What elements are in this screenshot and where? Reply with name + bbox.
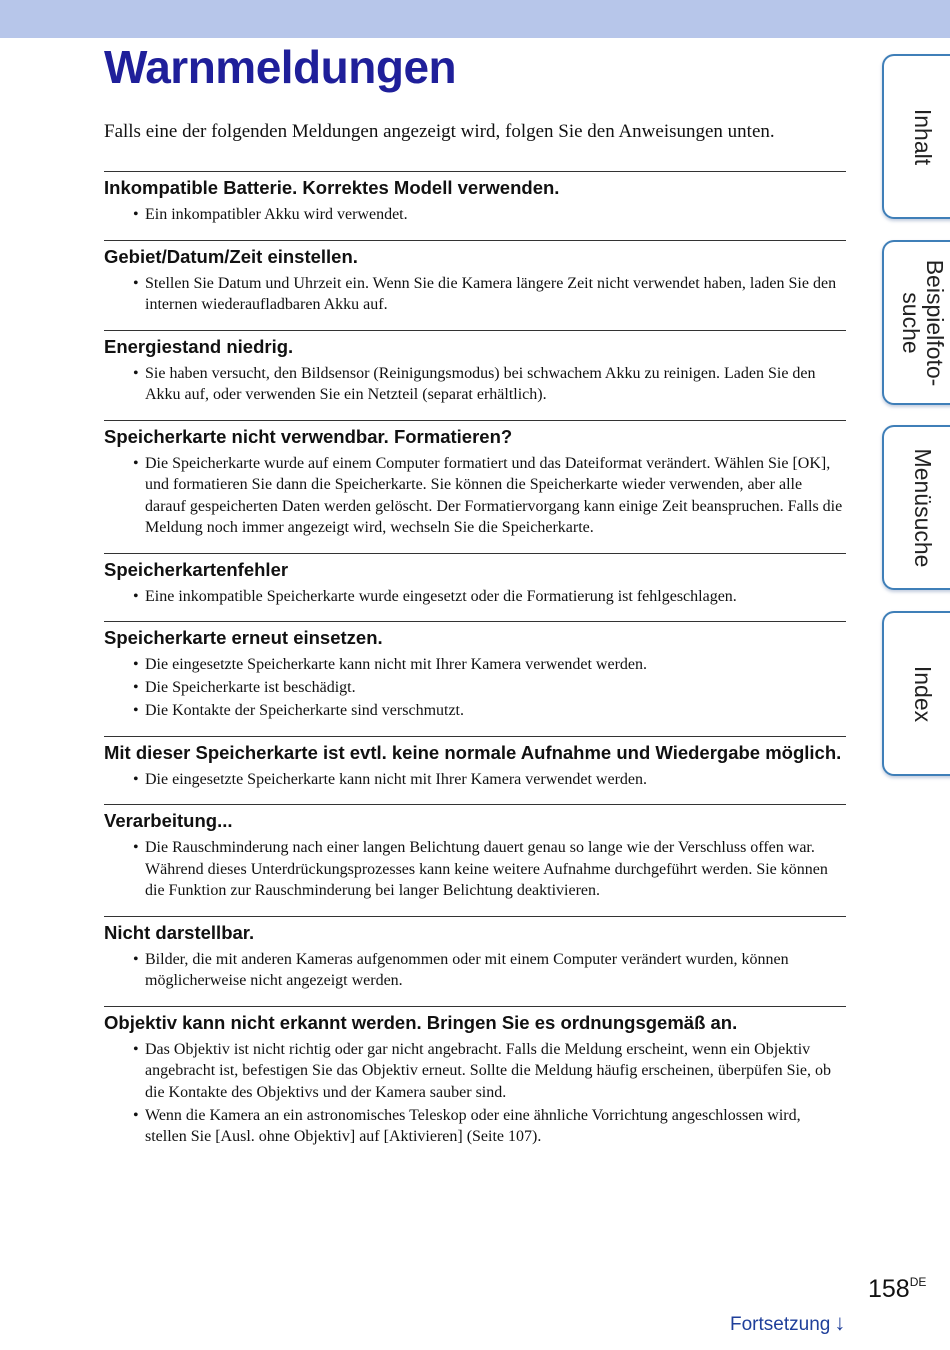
- bullet-icon: •: [133, 1106, 139, 1124]
- bullet-list: [104, 949, 846, 992]
- message-section: [104, 1006, 846, 1148]
- bullet-item: [104, 204, 846, 226]
- message-heading: Speicherkarte nicht verwendbar. Formatieren?: [104, 425, 513, 447]
- bullet-item: [104, 1039, 846, 1104]
- bullet-icon: •: [133, 364, 139, 382]
- bullet-icon: •: [133, 839, 139, 856]
- bullet-icon: •: [133, 454, 139, 472]
- tab-label: Beispielfoto- suche: [898, 259, 948, 386]
- bullet-item: [104, 769, 846, 791]
- bullet-text: Die eingesetzte Speicherkarte kann nicht mit Ihrer Kamera verwendet werden.: [145, 770, 647, 788]
- bullet-icon: •: [133, 702, 139, 719]
- bullet-text: Das Objektiv ist nicht richtig oder gar nicht angebracht. Falls die Meldung erscheint, wenn ein Objektiv angebracht ist, befestigen Sie das Objektiv erneut. Sollte die Meldung häufig erscheinen, überpüfen Sie, ob die Kontakte des Objektivs und der Kamera sauber sind.: [145, 1040, 832, 1101]
- intro-text: Falls eine der folgenden Meldungen angezeigt wird, folgen Sie den Anweisungen unten.: [104, 121, 775, 142]
- message-heading: Speicherkartenfehler: [104, 558, 289, 580]
- tab-menuesuche[interactable]: [882, 425, 950, 590]
- bullet-list: [104, 204, 846, 226]
- message-heading: Mit dieser Speicherkarte ist evtl. keine normale Aufnahme und Wiedergabe möglich.: [104, 741, 842, 763]
- message-list: [104, 171, 846, 1149]
- bullet-icon: •: [133, 274, 139, 292]
- bullet-item: [104, 453, 846, 539]
- bullet-icon: •: [133, 1040, 139, 1058]
- message-heading: Inkompatible Batterie. Korrektes Modell verwenden.: [104, 177, 560, 198]
- tab-label: Inhalt: [910, 108, 936, 165]
- message-section: [104, 916, 846, 992]
- message-heading: Gebiet/Datum/Zeit einstellen.: [104, 245, 358, 267]
- bullet-list: [104, 586, 846, 608]
- bullet-item: [104, 586, 846, 608]
- message-section: [104, 330, 846, 406]
- bullet-icon: •: [133, 679, 139, 696]
- bullet-item: [104, 677, 846, 699]
- page-language-suffix: DE: [909, 1275, 927, 1289]
- message-section: [104, 420, 846, 539]
- bullet-text: Die Rauschminderung nach einer langen Belichtung dauert genau so lange wie der Verschluss offen war. Während dieses Unterdrückungsprozesses kann keine weitere Aufnahme durchgeführt werden. Sie können die Funktion zur Rauschminderung bei langer Belichtung deaktivieren.: [145, 839, 828, 899]
- message-section: [104, 621, 846, 722]
- bullet-text: Die Speicherkarte ist beschädigt.: [145, 679, 356, 696]
- message-heading: Nicht darstellbar.: [104, 921, 255, 943]
- tab-beispielfotosuche[interactable]: [882, 240, 950, 405]
- bullet-text: Die eingesetzte Speicherkarte kann nicht mit Ihrer Kamera verwendet werden.: [145, 656, 647, 673]
- message-section: [104, 553, 846, 608]
- bullet-icon: •: [133, 950, 139, 968]
- bullet-text: Bilder, die mit anderen Kameras aufgenommen oder mit einem Computer verändert wurden, können möglicherweise nicht angezeigt werden.: [145, 950, 789, 989]
- arrow-down-icon: ↓: [834, 1310, 846, 1335]
- bullet-list: [104, 453, 846, 539]
- message-section: [104, 804, 846, 902]
- message-heading: Speicherkarte erneut einsetzen.: [104, 627, 383, 648]
- continuation-link[interactable]: [730, 1310, 845, 1336]
- page-title: Warnmeldungen: [104, 41, 457, 93]
- message-section: [104, 240, 846, 316]
- bullet-item: [104, 700, 846, 722]
- bullet-list: [104, 1039, 846, 1148]
- continuation-label: Fortsetzung: [730, 1314, 831, 1335]
- bullet-item: [104, 837, 846, 902]
- tab-index[interactable]: [882, 611, 950, 776]
- message-heading: Verarbeitung...: [104, 810, 233, 831]
- bullet-text: Ein inkompatibler Akku wird verwendet.: [145, 206, 408, 223]
- bullet-list: [104, 273, 846, 316]
- page-number-value: 158: [868, 1275, 910, 1303]
- bullet-list: [104, 654, 846, 722]
- bullet-icon: •: [133, 770, 139, 788]
- message-section: [104, 171, 846, 226]
- bullet-icon: •: [133, 656, 139, 673]
- bullet-text: Die Speicherkarte wurde auf einem Computer formatiert und das Dateiformat verändert. Wählen Sie [OK], und formatieren Sie dann die Speicherkarte. Sie können die Speicherkarte wieder verwenden, aber alle darauf gespeicherten Daten werden gelöscht. Der Formatiervorgang kann einige Zeit beanspruchen. Falls die Meldung noch immer angezeigt wird, wechseln Sie die Speicherkarte.: [145, 454, 843, 536]
- bullet-item: [104, 654, 846, 676]
- tab-label: Menüsuche: [910, 448, 936, 567]
- bullet-icon: •: [133, 206, 139, 223]
- message-heading: Energiestand niedrig.: [104, 335, 294, 357]
- message-section: [104, 736, 846, 791]
- bullet-text: Stellen Sie Datum und Uhrzeit ein. Wenn Sie die Kamera längere Zeit nicht verwendet haben, laden Sie den internen wiederaufladbaren Akku auf.: [145, 274, 837, 313]
- message-heading: Objektiv kann nicht erkannt werden. Bringen Sie es ordnungsgemäß an.: [104, 1011, 738, 1033]
- top-band: [0, 0, 950, 38]
- bullet-list: [104, 769, 846, 791]
- bullet-text: Eine inkompatible Speicherkarte wurde eingesetzt oder die Formatierung ist fehlgeschlagen.: [145, 587, 737, 605]
- bullet-list: [104, 363, 846, 406]
- tab-label: Index: [910, 665, 936, 722]
- bullet-item: [104, 949, 846, 992]
- bullet-text: Wenn die Kamera an ein astronomisches Teleskop oder eine ähnliche Vorrichtung angeschlossen wird, stellen Sie [Ausl. ohne Objektiv] auf [Aktivieren] (Seite 107).: [145, 1106, 801, 1145]
- bullet-list: [104, 837, 846, 902]
- bullet-text: Die Kontakte der Speicherkarte sind verschmutzt.: [145, 702, 464, 719]
- bullet-icon: •: [133, 587, 139, 605]
- bullet-text: Sie haben versucht, den Bildsensor (Reinigungsmodus) bei schwachem Akku zu reinigen. Laden Sie den Akku auf, oder verwenden Sie ein Netzteil (separat erhältlich).: [145, 364, 816, 403]
- bullet-item: [104, 273, 846, 316]
- bullet-item: [104, 363, 846, 406]
- page-number: [868, 1275, 926, 1304]
- tab-inhalt[interactable]: [882, 54, 950, 219]
- bullet-item: [104, 1105, 846, 1148]
